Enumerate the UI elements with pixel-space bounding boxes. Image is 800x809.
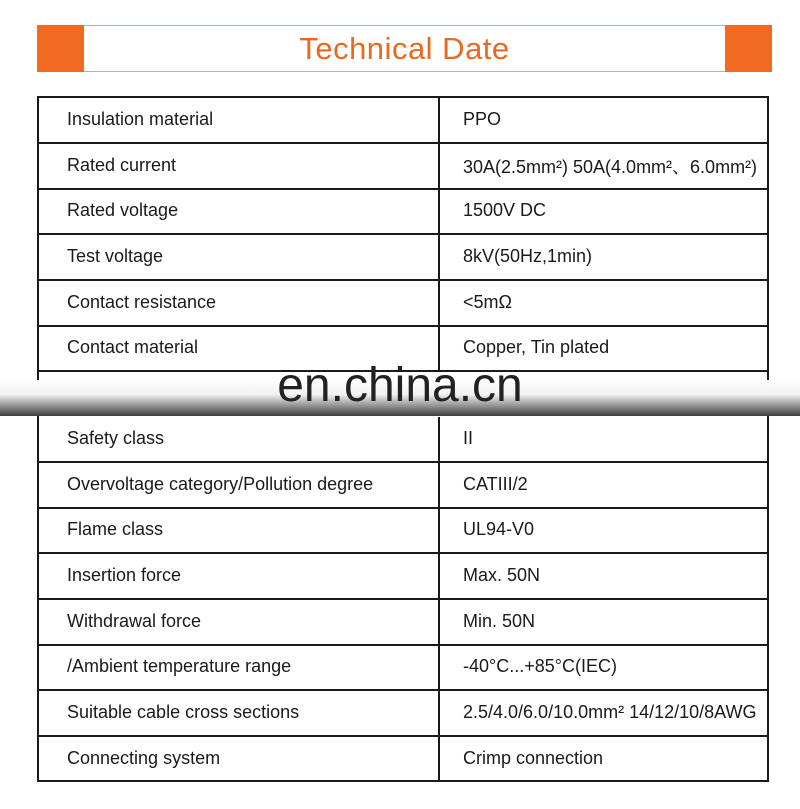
column-divider <box>438 144 440 188</box>
spec-label: Contact material <box>67 337 199 358</box>
column-divider <box>438 189 440 233</box>
banner-accent-right <box>725 25 772 72</box>
spec-label: Safety class <box>67 428 165 449</box>
spec-value: Min. 50N <box>463 611 536 632</box>
spec-value: Copper, Tin plated <box>463 337 610 358</box>
header-banner <box>37 25 772 72</box>
spec-value: 2.5/4.0/6.0/10.0mm² 14/12/10/8AWG <box>463 702 757 723</box>
spec-label: /Ambient temperature range <box>67 656 292 677</box>
table-row <box>39 98 767 144</box>
table-row <box>39 463 767 509</box>
spec-table <box>37 96 769 782</box>
spec-value: II <box>463 428 474 449</box>
spec-value: UL94-V0 <box>463 519 535 540</box>
table-row <box>39 281 767 327</box>
spec-label: Withdrawal force <box>67 611 202 632</box>
spec-label: Rated voltage <box>67 200 179 221</box>
spec-value: PPO <box>463 109 502 130</box>
spec-value: <5mΩ <box>463 292 512 313</box>
table-row <box>39 645 767 691</box>
spec-value: CATIII/2 <box>463 474 528 495</box>
spec-value: 1500V DC <box>463 200 547 221</box>
spec-label: Rated current <box>67 155 177 176</box>
column-divider <box>438 463 440 507</box>
column-divider <box>438 235 440 279</box>
column-divider <box>438 98 440 142</box>
column-divider <box>438 736 440 782</box>
page-title: Technical Date <box>299 31 510 66</box>
column-divider <box>438 691 440 735</box>
table-row <box>39 554 767 600</box>
table-row <box>39 235 767 281</box>
spec-value: -40°C...+85°C(IEC) <box>463 656 617 677</box>
spec-label: Connecting system <box>67 748 221 769</box>
table-row <box>39 508 767 554</box>
column-divider <box>438 508 440 552</box>
spec-label: Overvoltage category/Pollution degree <box>67 474 374 495</box>
spec-label: Insulation material <box>67 109 214 130</box>
spec-label: Flame class <box>67 519 164 540</box>
column-divider <box>438 645 440 689</box>
table-row <box>39 144 767 190</box>
column-divider <box>438 417 440 461</box>
table-row <box>39 736 767 782</box>
spec-value: Max. 50N <box>463 565 541 586</box>
spec-value: Crimp connection <box>463 748 604 769</box>
column-divider <box>438 600 440 644</box>
spec-label: Suitable cable cross sections <box>67 702 300 723</box>
spec-label: Contact resistance <box>67 292 217 313</box>
column-divider <box>438 554 440 598</box>
table-row <box>39 417 767 463</box>
spec-value: 8kV(50Hz,1min) <box>463 246 593 267</box>
spec-label: Test voltage <box>67 246 164 267</box>
table-row <box>39 691 767 737</box>
table-row <box>39 189 767 235</box>
spec-value: 30A(2.5mm²) 50A(4.0mm²、6.0mm²) <box>463 156 758 177</box>
column-divider <box>438 281 440 325</box>
watermark-text: en.china.cn <box>277 359 523 412</box>
spec-label: Insertion force <box>67 565 182 586</box>
table-row <box>39 600 767 646</box>
